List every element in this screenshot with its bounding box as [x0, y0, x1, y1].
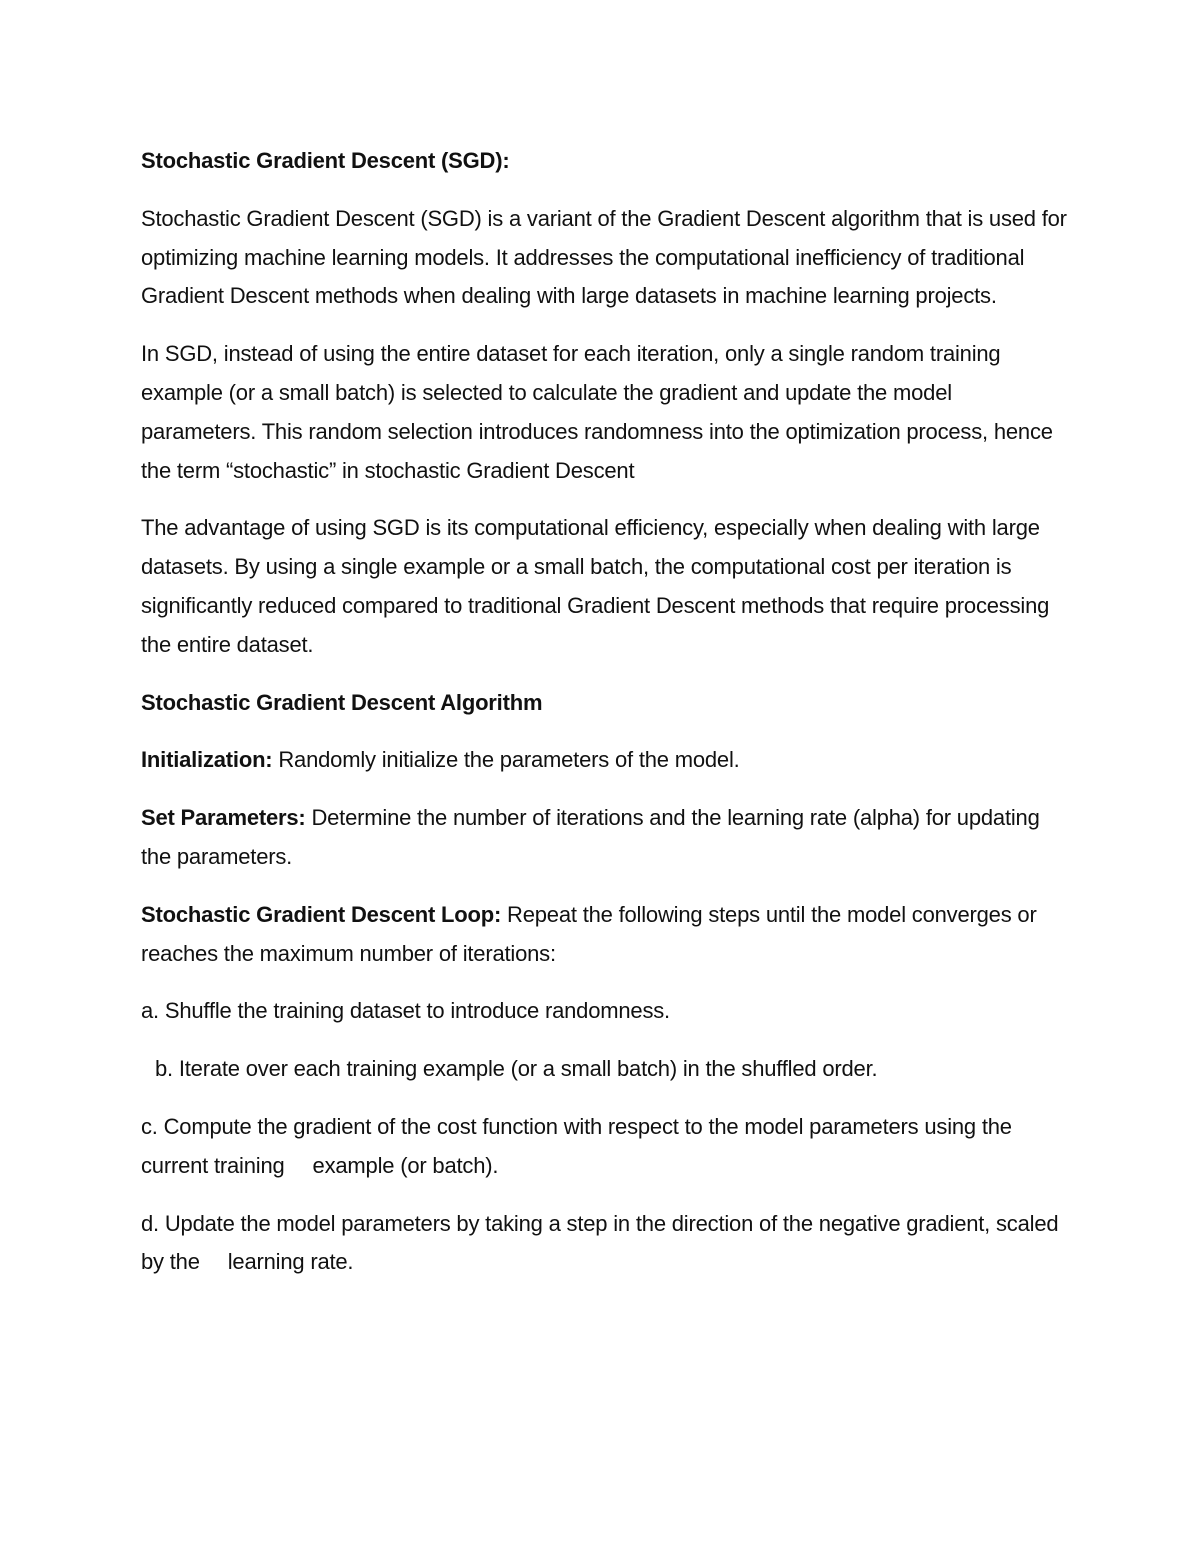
- step-label: Initialization:: [141, 747, 273, 773]
- substep-c-text-2: example (or batch).: [312, 1152, 499, 1178]
- step-sgd-loop: [141, 896, 1071, 974]
- step-text: Determine the number of iterations and the learning rate (alpha) for updating the parameters.: [141, 805, 1040, 869]
- substep-d: [141, 1205, 1071, 1283]
- step-initialization: [141, 741, 1071, 780]
- substep-a: a. Shuffle the training dataset to introduce randomness.: [141, 998, 670, 1024]
- intro-paragraph-1: Stochastic Gradient Descent (SGD) is a variant of the Gradient Descent algorithm that is used for optimizing machine learning models. It addresses the computational inefficiency of traditional Gradient Descent methods when dealing with large datasets in machine learning projects.: [141, 205, 1067, 309]
- document-title: Stochastic Gradient Descent (SGD):: [141, 148, 510, 173]
- substep-b: b. Iterate over each training example (or a small batch) in the shuffled order.: [155, 1056, 878, 1082]
- step-label: Set Parameters:: [141, 805, 306, 831]
- step-text: Repeat the following steps until the model converges or reaches the maximum number of iterations:: [141, 901, 1037, 966]
- substep-d-text-2: learning rate.: [227, 1249, 354, 1275]
- step-label: Stochastic Gradient Descent Loop:: [141, 901, 502, 927]
- step-set-parameters: [141, 799, 1071, 877]
- substep-c-text-1: c. Compute the gradient of the cost function with respect to the model parameters using the current training: [141, 1113, 1012, 1178]
- document-body: [141, 142, 1071, 1301]
- intro-paragraph-3: The advantage of using SGD is its computational efficiency, especially when dealing with large datasets. By using a single example or a small batch, the computational cost per iteration is significantly reduced compared to traditional Gradient Descent methods that require processing the entire dataset.: [141, 515, 1050, 657]
- substep-d-text-1: d. Update the model parameters by taking a step in the direction of the negative gradient, scaled by the: [141, 1210, 1059, 1275]
- intro-paragraph-2: In SGD, instead of using the entire dataset for each iteration, only a single random training example (or a small batch) is selected to calculate the gradient and update the model parameters. This random selection introduces randomness into the optimization process, hence the term “stochastic” in stochastic Gradient Descent: [141, 341, 1053, 483]
- substep-c: [141, 1108, 1071, 1186]
- step-text: Randomly initialize the parameters of the model.: [272, 747, 740, 773]
- algorithm-heading: Stochastic Gradient Descent Algorithm: [141, 689, 543, 715]
